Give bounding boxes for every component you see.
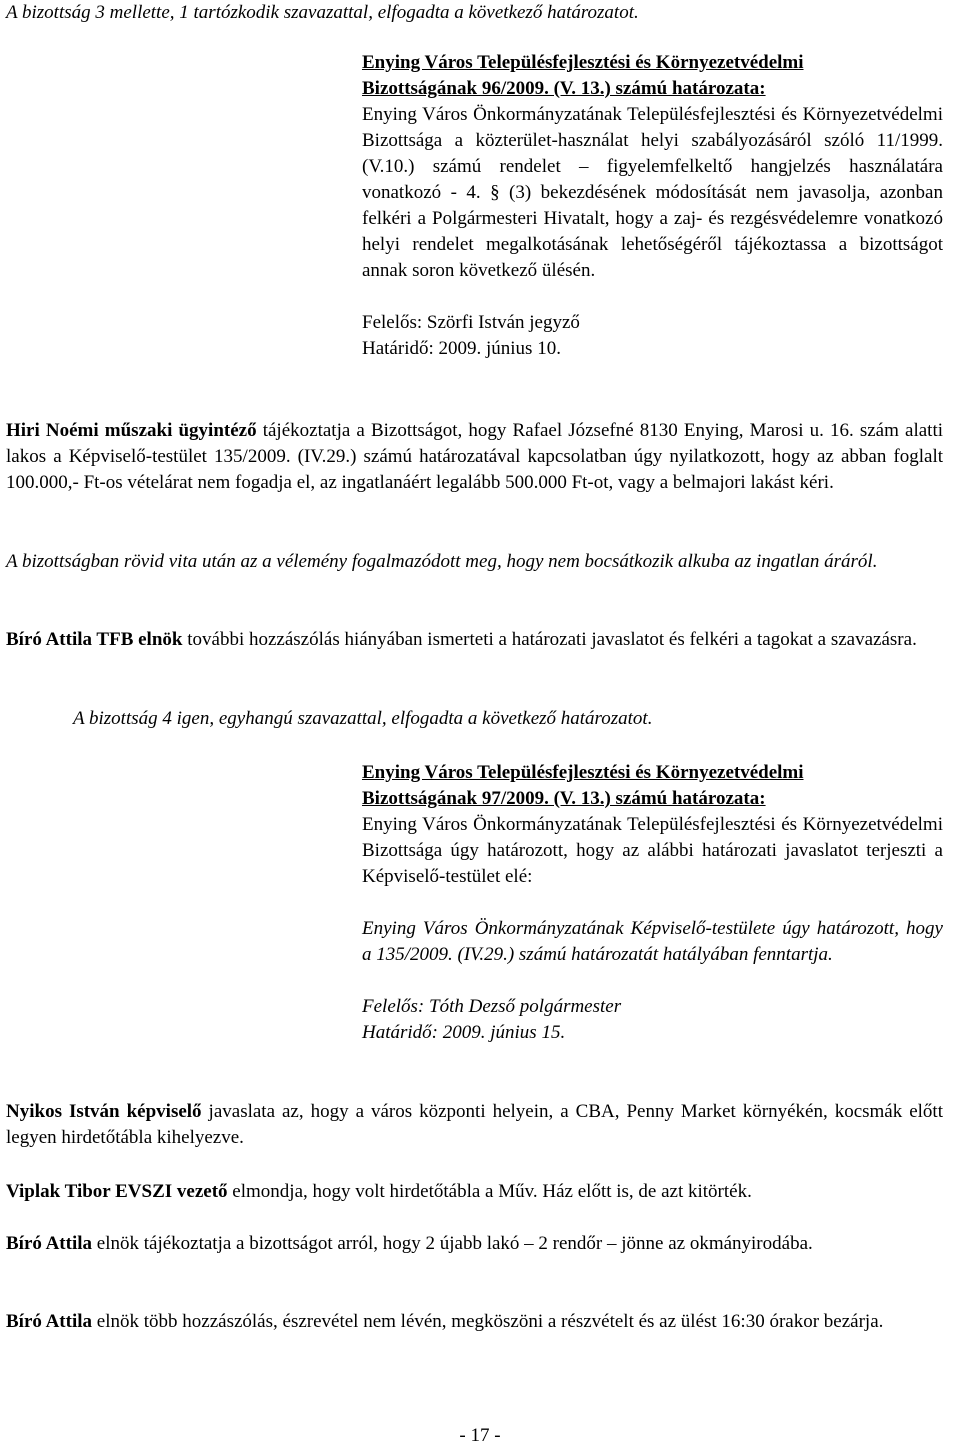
- resolution-title: Bizottságának 96/2009. (V. 13.) számú határozata:: [362, 78, 766, 99]
- deadline-line: Határidő: 2009. június 15.: [362, 1022, 566, 1043]
- resolution-body: Enying Város Önkormányzatának Településfejlesztési és Környezetvédelmi Bizottsága a közterület-használat helyi szabályozásáról szóló 11/1999. (V.10.) számú rendelet – figyelemfelkeltő hangjelzés használatára vonatkozó - 4. § (3) bekezdésének módosítását nem javasolja, azonban felkéri a Polgármesteri Hivatalt, hogy a zaj- és rezgésvédelemre vonatkozó helyi rendelet megalkotásának lehetőségéről tájékoztassa a bizottságot annak soron következő ülésén.: [362, 104, 943, 281]
- nyikos-paragraph: [6, 1099, 943, 1151]
- vote-statement-4: A bizottság 4 igen, egyhangú szavazattal, elfogadta a következő határozatot.: [73, 708, 653, 729]
- biro-paragraph-2: [6, 1231, 943, 1257]
- biro-paragraph-3: [6, 1309, 943, 1335]
- resolution-body: Enying Város Önkormányzatának Településfejlesztési és Környezetvédelmi Bizottsága úgy határozott, hogy az alábbi határozati javaslatot terjeszti a Képviselő-testület elé:: [362, 814, 943, 887]
- speaker-name: Bíró Attila TFB elnök: [6, 629, 183, 650]
- hiri-paragraph: [6, 418, 943, 496]
- responsible-line: Felelős: Tóth Dezső polgármester: [362, 996, 622, 1017]
- speaker-text: javaslata az, hogy a város központi helyein, a CBA, Penny Market környékén, kocsmák előtt legyen hirdetőtábla kihelyezve.: [6, 1101, 943, 1148]
- resolution-title: Enying Város Településfejlesztési és Környezetvédelmi: [362, 762, 804, 783]
- page-number: - 17 -: [459, 1425, 501, 1446]
- deadline-line: Határidő: 2009. június 10.: [362, 338, 561, 359]
- speaker-text: elnök több hozzászólás, észrevétel nem lévén, megköszöni a részvételt és az ülést 16:30 órakor bezárja.: [92, 1311, 884, 1332]
- speaker-name: Hiri Noémi műszaki ügyintéző: [6, 420, 257, 441]
- speaker-name: Bíró Attila: [6, 1311, 93, 1332]
- resolution-title: Bizottságának 97/2009. (V. 13.) számú határozata:: [362, 788, 766, 809]
- biro-paragraph-1: [6, 627, 943, 653]
- resolution-proposal: Enying Város Önkormányzatának Képviselő-testülete úgy határozott, hogy a 135/2009. (IV.29.) számú határozatát hatályában fenntartja.: [362, 918, 943, 965]
- resolution-97: [362, 760, 943, 1046]
- vote-statement-3: A bizottság 3 mellette, 1 tartózkodik szavazattal, elfogadta a következő határozatot.: [6, 2, 639, 23]
- speaker-text: további hozzászólás hiányában ismerteti a határozati javaslatot és felkéri a tagokat a szavazásra.: [182, 629, 917, 650]
- speaker-name: Nyikos István képviselő: [6, 1101, 202, 1122]
- speaker-text: elmondja, hogy volt hirdetőtábla a Műv. Ház előtt is, de azt kitörték.: [227, 1181, 752, 1202]
- debate-paragraph: A bizottságban rövid vita után az a vélemény fogalmazódott meg, hogy nem bocsátkozik alkuba az ingatlan áráról.: [6, 551, 878, 572]
- speaker-text: elnök tájékoztatja a bizottságot arról, hogy 2 újabb lakó – 2 rendőr – jönne az okmányirodába.: [92, 1233, 813, 1254]
- speaker-name: Viplak Tibor EVSZI vezető: [6, 1181, 228, 1202]
- responsible-line: Felelős: Szörfi István jegyző: [362, 312, 580, 333]
- resolution-96: [362, 50, 943, 362]
- speaker-text: tájékoztatja a Bizottságot, hogy Rafael Józsefné 8130 Enying, Marosi u. 16. szám alatti lakos a Képviselő-testület 135/2009. (IV.29.) számú határozatával kapcsolatban úgy nyilatkozott, hogy az abban foglalt 100.000,- Ft-os vételárat nem fogadja el, az ingatlanáért legalább 500.000 Ft-ot, vagy a belmajori lakást kéri.: [6, 420, 943, 493]
- resolution-title: Enying Város Településfejlesztési és Környezetvédelmi: [362, 52, 804, 73]
- speaker-name: Bíró Attila: [6, 1233, 93, 1254]
- viplak-paragraph: [6, 1179, 943, 1205]
